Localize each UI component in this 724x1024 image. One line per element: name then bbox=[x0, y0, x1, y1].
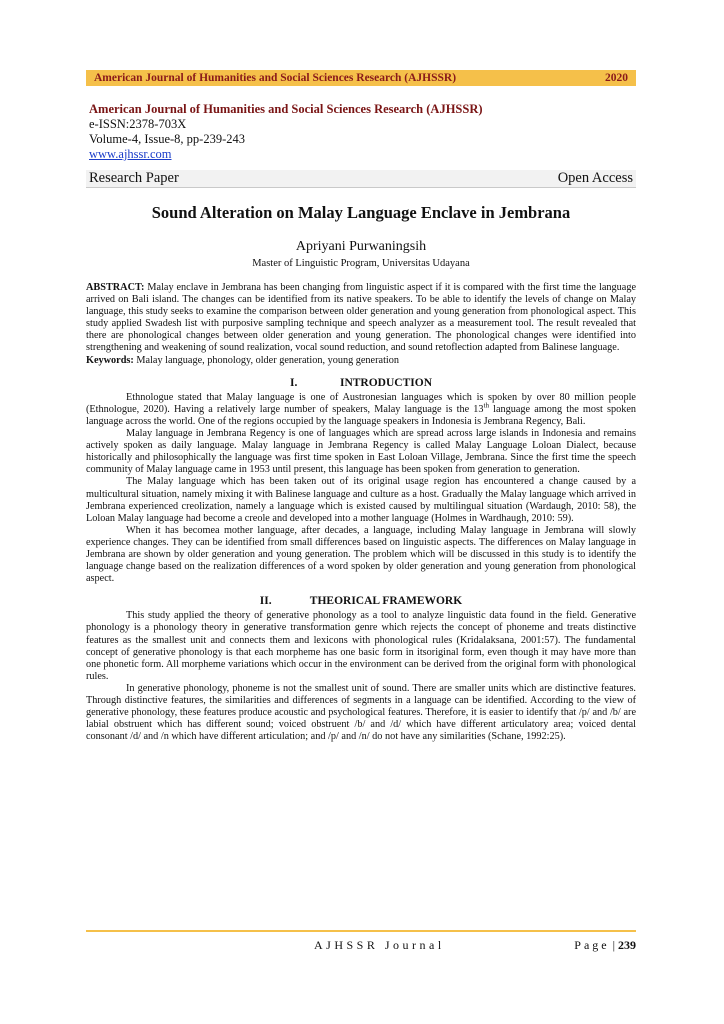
section-title: INTRODUCTION bbox=[339, 376, 432, 389]
volume-issue: Volume-4, Issue-8, pp-239-243 bbox=[89, 132, 245, 146]
paragraph-text: language among the most spoken language across the world. One of the regions occupied by the language speakers in Indonesia is Jembrana Regency, Bali. bbox=[86, 403, 636, 427]
keywords bbox=[86, 355, 636, 367]
section-heading-introduction bbox=[86, 377, 636, 389]
journal-header-bar bbox=[86, 70, 636, 86]
superscript: th bbox=[483, 401, 489, 410]
keywords-label: Keywords: bbox=[86, 354, 134, 366]
access-type: Open Access bbox=[557, 170, 633, 186]
page-number: Page | 239 bbox=[574, 938, 636, 952]
paragraph: This study applied the theory of generative phonology as a tool to analyze linguistic data found in the field. Generative phonology is a phonology theory in generative transformation genre which rejects the concept of phoneme and treats distinctive features as the smallest unit and connects them and lexicons with phonological rules (Kridalaksana, 2001:57). The fundamental concept of generative phonology is that each morpheme has one basic form in itsoriginal form, even though it may have more than one phonetic form. All morpheme variations which occur in the environment can be derived from the original form with phonological rules. bbox=[86, 610, 636, 682]
paragraph: In generative phonology, phoneme is not the smallest unit of sound. There are smaller units which are distinctive features. Through distinctive features, the similarities and differences of segments in a language can be identified. According to the view of generative phonology, these features produce acoustic and psychological features. Therefore, it is easier to identify that /p/ and /b/ are labial obstruent which has different sound; voiced obstruent /b/ and /d/ which have different articulatory area; voiced dental consonant /d/ and /n which have different articulation; and /p/ and /n/ do not have any similarities (Schane, 1992:25). bbox=[86, 682, 636, 743]
page-number-value: 239 bbox=[618, 938, 636, 952]
paragraph bbox=[86, 392, 636, 428]
journal-url-link[interactable]: www.ajhssr.com bbox=[89, 147, 172, 161]
section-heading-theory bbox=[86, 595, 636, 607]
footer-divider bbox=[86, 930, 636, 932]
paper-title: Sound Alteration on Malay Language Enclave in Jembrana bbox=[151, 203, 571, 222]
page-label: Page bbox=[574, 938, 610, 952]
abstract-label: ABSTRACT: bbox=[86, 282, 145, 293]
journal-name: American Journal of Humanities and Social Sciences Research (AJHSSR) bbox=[89, 102, 483, 116]
abstract-text: Malay enclave in Jembrana has been changing from linguistic aspect if it is compared with the first time the language arrived on Bali island. The changes can be identified from its native speakers. To be able to identify the levels of change on Malay language, this study seeks to examine the comparison between older generation and young generation from phonological aspect. This study applied Swadesh list with purposive sampling technique and speech analyzer as a measurement tool. The result revealed that there are phonological changes between older generation and young generation. The phonological changes were identified into strengthening and weakening of sound realization, vocal sound reduction, and sound retoflection adapted from Balinese language. bbox=[86, 282, 636, 354]
paper-type: Research Paper bbox=[89, 170, 179, 186]
paper-body bbox=[86, 282, 636, 743]
journal-header-year: 2020 bbox=[605, 72, 628, 84]
keywords-text: Malay language, phonology, older generation, young generation bbox=[136, 354, 400, 366]
abstract bbox=[86, 282, 636, 355]
journal-header-title: American Journal of Humanities and Social Sciences Research (AJHSSR) bbox=[94, 72, 457, 84]
section-number: I. bbox=[289, 376, 298, 389]
author-name: Apriyani Purwaningsih bbox=[295, 239, 427, 254]
author-affiliation: Master of Linguistic Program, Universitas Udayana bbox=[252, 258, 470, 269]
journal-meta bbox=[89, 102, 637, 162]
paragraph: When it has becomea mother language, after decades, a language, including Malay language in Jembrana will slowly experience changes. They can be identified from small differences based on linguistic aspects. The differences on Malay language in Jembrana are shown by older generation and young generation. The problem which will be discussed in this study is to identify the language change based on the realization differences of a word spoken by older generation and young generation from phonological aspect. bbox=[86, 524, 636, 585]
paper-type-bar bbox=[86, 170, 636, 188]
section-number: II. bbox=[259, 595, 272, 608]
footer-journal: AJHSSR Journal bbox=[314, 938, 445, 952]
issn: e-ISSN:2378-703X bbox=[89, 117, 187, 131]
paragraph: The Malay language which has been taken out of its original usage region has encountered a change caused by a multicultural situation, namely mixing it with Balinese language and culture as a host. Gradually the Malay language which arrived in Jembrana experienced creolization, namely a language which is existed caused by multilingual situation (Wardaugh, 2010: 58), the Loloan Malay language had become a creole and developed into a mother language (Holmes in Wardhaugh, 2010: 59). bbox=[86, 476, 636, 524]
paragraph-text: Ethnologue stated that Malay language is one of Austronesian languages which is spoken by over 80 million people (Ethnologue, 2020). Having a relatively large number of speakers, Malay language is the 13 bbox=[86, 391, 636, 415]
paragraph: Malay language in Jembrana Regency is one of languages which are spread across large islands in Indonesia and remains actively spoken as daily language. Malay language in Jembrana Regency is called Malay Language Loloan Dialect, because historically and philosophically the language was first time spoken in East Loloan Village, Jembrana. Since the first time the speech community of Malay language came in 1953 until present, this language has been spoken from generation to generation. bbox=[86, 428, 636, 476]
section-title: THEORICAL FRAMEWORK bbox=[309, 595, 463, 608]
